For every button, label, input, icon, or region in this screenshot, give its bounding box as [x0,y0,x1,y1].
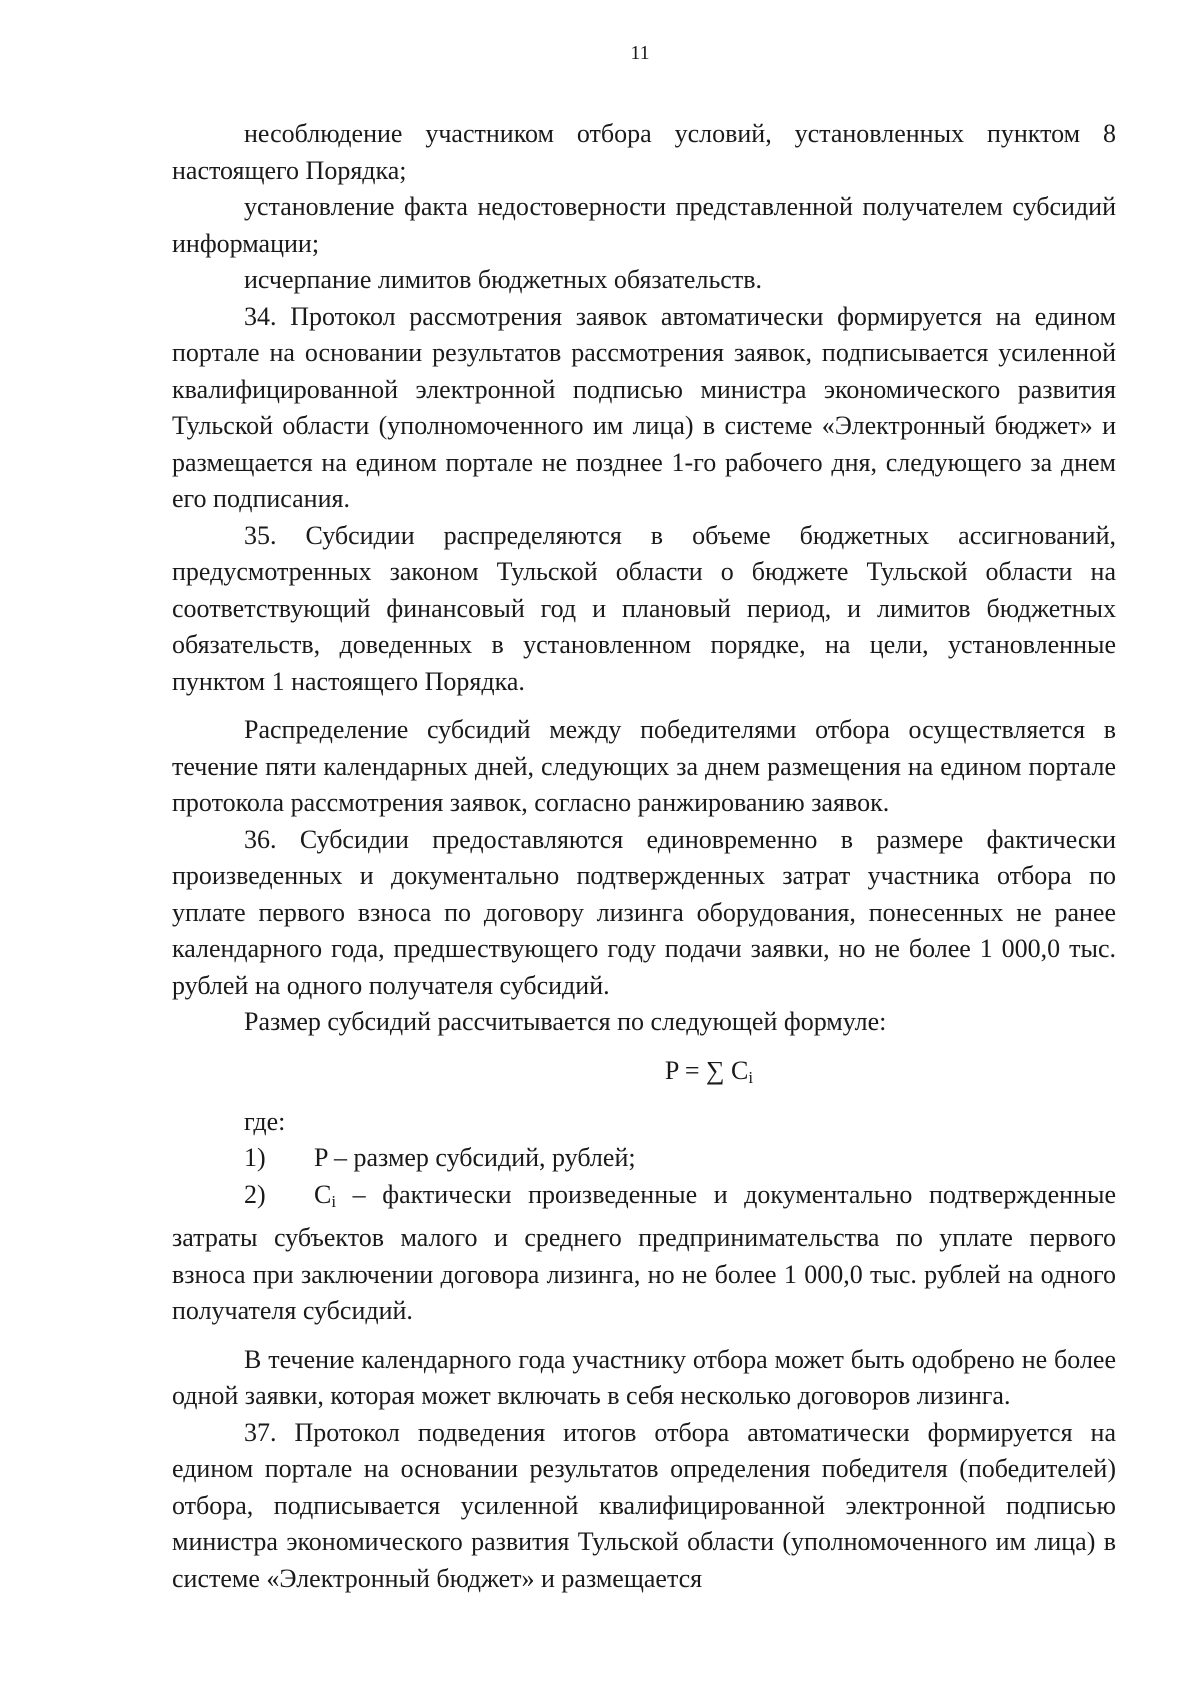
definition-text: – размер субсидий, рублей; [327,1143,636,1172]
where-label: где: [244,1106,286,1136]
paragraph-34: 34. Протокол рассмотрения заявок автоматически формируется на едином портале на основании результатов рассмотрения заявок, подписывается усиленной квалифицированной электронной подписью министра экономического развития Тульской области (уполномоченного им лица) в системе «Электронный бюджет» и размещается на едином портале не позднее 1-го рабочего дня, следующего за днем его подписания. [172,301,1116,513]
formula-expression: P = ∑ C [664,1055,749,1085]
paragraph-one-application: В течение календарного года участнику отбора может быть одобрено не более одной заявки, которая может включать в себя несколько договоров лизинга. [172,1344,1116,1410]
formula-subscript: i [748,1067,754,1087]
definition-number: 2) [244,1179,266,1209]
page-number: 11 [630,42,650,64]
paragraph-violation: несоблюдение участником отбора условий, установленных пунктом 8 настоящего Порядка; [172,119,1116,185]
paragraph-35: 35. Субсидии распределяются в объеме бюджетных ассигнований, предусмотренных законом Тульской области о бюджете Тульской области на соответствующий финансовый год и плановый период, и лимитов бюджетных обязательств, доведенных в установленном порядке, на цели, установленные пунктом 1 настоящего Порядка. [172,520,1116,696]
definition-number: 1) [244,1143,266,1172]
paragraph-37: 37. Протокол подведения итогов отбора автоматически формируется на едином портале на основании результатов определения победителя (победителей) отбора, подписывается усиленной квалифицированной электронной подписью министра экономического развития Тульской области (уполномоченного им лица) в системе «Электронный бюджет» и размещается [172,1417,1116,1593]
definition-symbol-subscript: i [331,1191,337,1211]
document-body [172,116,1116,1597]
paragraph-36: 36. Субсидии предоставляются единовременно в размере фактически произведенных и документально подтвержденных затрат участника отбора по уплате первого взноса по договору лизинга оборудования, понесенных не ранее календарного года, предшествующего году подачи заявки, но не более 1 000,0 тыс. рублей на одного получателя субсидий. [172,824,1116,1000]
definition-text: – фактически произведенные и документально подтвержденные затраты субъектов малого и среднего предпринимательства по уплате первого взноса при заключении договора лизинга, но не более 1 000,0 тыс. рублей на одного получателя субсидий. [172,1179,1116,1325]
paragraph-false-info: установление факта недостоверности представленной получателем субсидий информации; [172,192,1116,258]
definition-item [172,1140,1116,1177]
formula [172,1051,1116,1098]
paragraph-formula-intro: Размер субсидий рассчитывается по следующей формуле: [244,1007,887,1036]
definition-symbol: C [314,1179,332,1209]
paragraph-limits: исчерпание лимитов бюджетных обязательств. [244,265,762,294]
definition-item [172,1177,1116,1330]
definition-symbol: P [314,1143,328,1172]
paragraph-distribution: Распределение субсидий между победителями отбора осуществляется в течение пяти календарных дней, следующих за днем размещения на едином портале протокола рассмотрения заявок, согласно ранжированию заявок. [172,715,1116,817]
